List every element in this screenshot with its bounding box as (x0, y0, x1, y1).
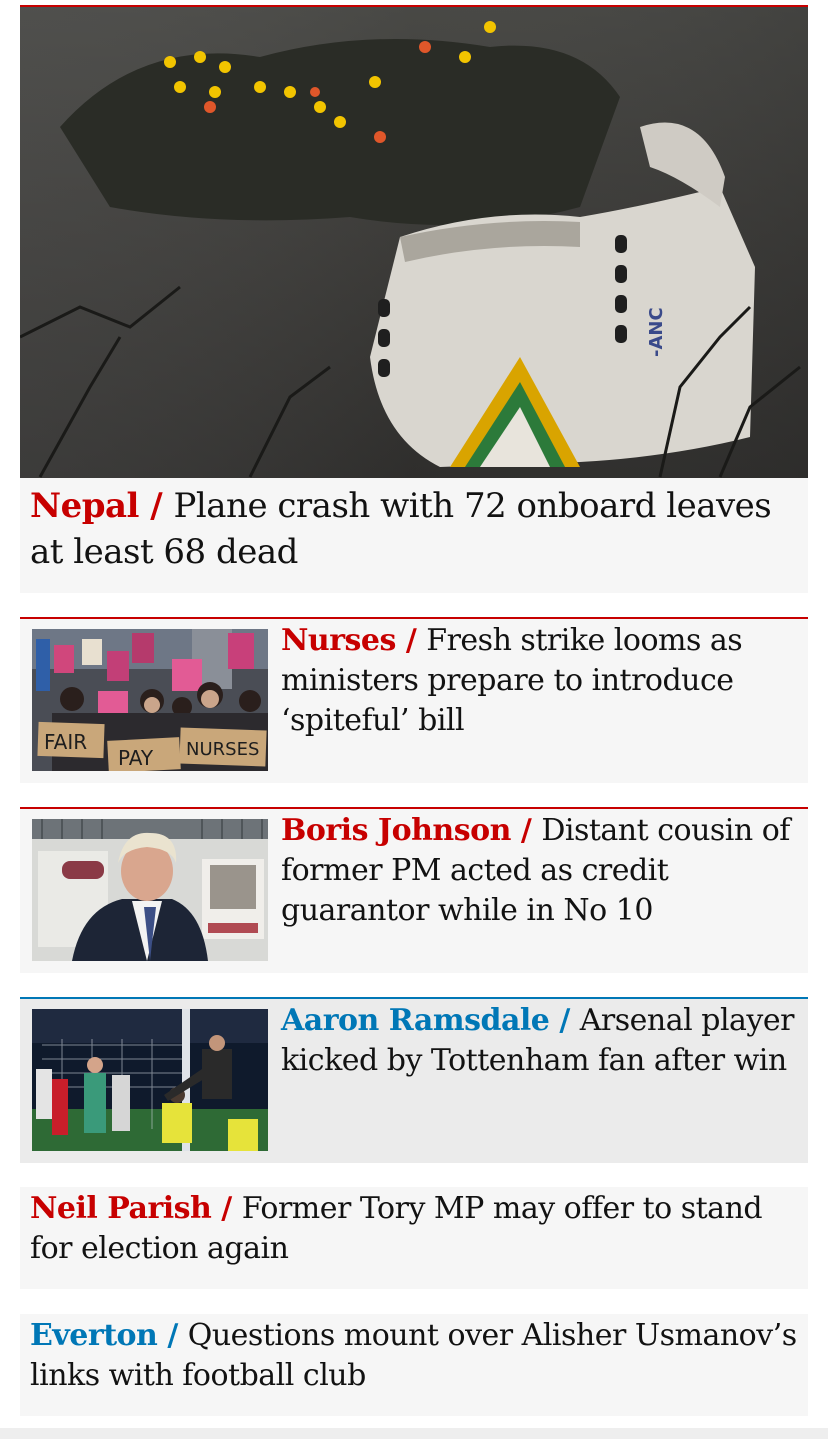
kicker-separator: / (138, 486, 174, 526)
story-headline[interactable] (30, 1189, 800, 1269)
kicker-separator: / (157, 1318, 188, 1353)
story-card-aaron-ramsdale[interactable] (20, 997, 808, 1163)
kicker-separator: / (211, 1191, 242, 1226)
sign-fair-text: FAIR (44, 730, 88, 754)
story-headline-text: Questions mount over Alisher Usmanov’s links with football club (30, 1318, 797, 1393)
story-headline[interactable] (281, 1001, 803, 1081)
sign-pay-text: PAY (118, 746, 154, 770)
story-kicker: Neil Parish (30, 1191, 212, 1226)
story-kicker: Boris Johnson (281, 813, 511, 848)
nurses-protest-photo[interactable] (32, 629, 268, 771)
story-kicker: Aaron Ramsdale (281, 1003, 550, 1038)
story-headline[interactable] (281, 811, 803, 931)
plane-crash-photo[interactable] (20, 7, 808, 478)
story-card-everton[interactable] (20, 1314, 808, 1416)
story-card-nepal[interactable] (20, 5, 808, 593)
sign-nurses-text: NURSES (186, 739, 260, 760)
svg-text:-ANC: -ANC (646, 307, 667, 357)
story-kicker: Nepal (30, 486, 139, 526)
story-headline-text: Arsenal player kicked by Tottenham fan after win (281, 1003, 794, 1078)
story-headline[interactable] (30, 483, 790, 575)
story-headline[interactable] (30, 1316, 800, 1396)
story-kicker: Nurses (281, 623, 396, 658)
story-headline-text: Plane crash with 72 onboard leaves at least 68 dead (30, 486, 772, 572)
story-headline[interactable] (281, 621, 803, 741)
kicker-separator: / (549, 1003, 580, 1038)
boris-johnson-photo[interactable] (32, 819, 268, 961)
story-headline-text: Distant cousin of former PM acted as credit guarantor while in No 10 (281, 813, 790, 928)
story-card-neil-parish[interactable] (20, 1187, 808, 1289)
story-headline-text: Former Tory MP may offer to stand for election again (30, 1191, 763, 1266)
story-kicker: Everton (30, 1318, 158, 1353)
kicker-separator: / (510, 813, 542, 848)
story-headline-text: Fresh strike looms as ministers prepare to introduce ‘spiteful’ bill (281, 623, 743, 738)
page-bottom-edge (0, 1428, 828, 1439)
kicker-separator: / (395, 623, 427, 658)
football-pitch-photo[interactable] (32, 1009, 268, 1151)
story-card-nurses[interactable] (20, 617, 808, 783)
story-card-boris-johnson[interactable] (20, 807, 808, 973)
